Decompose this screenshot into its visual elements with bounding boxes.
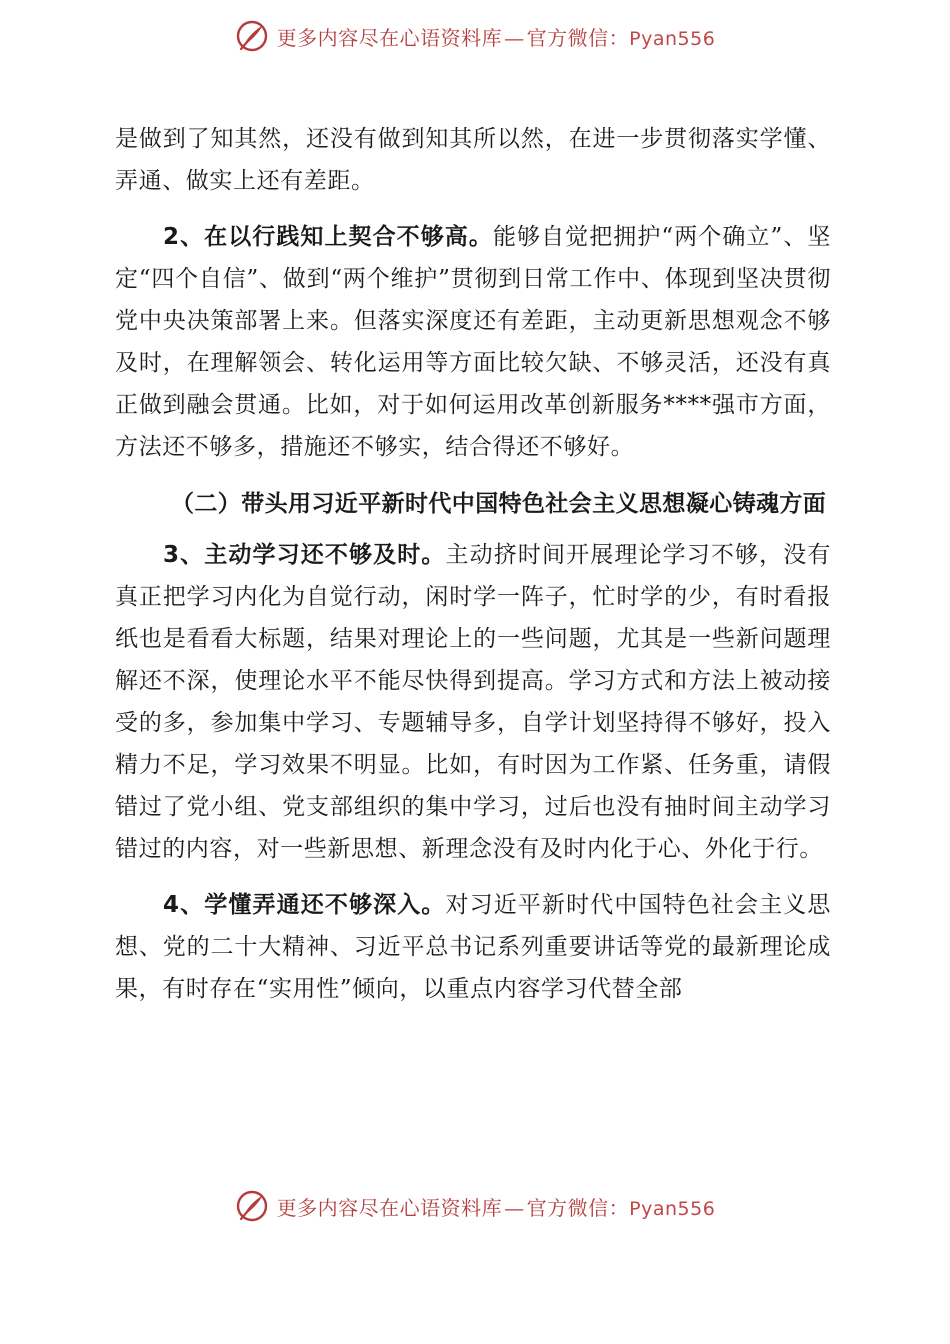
quill-logo-icon [235, 1189, 269, 1223]
watermark-main: 更多内容尽在心语资料库 [276, 25, 503, 50]
paragraph-item-2 [115, 216, 831, 468]
footer-watermark [0, 1186, 950, 1226]
paragraph-item-4 [115, 884, 831, 1010]
paragraph-text: 是做到了知其然，还没有做到知其所以然，在进一步贯彻落实学懂、弄通、做实上还有差距。 [115, 126, 831, 194]
paragraph-text: 能够自觉把拥护“两个确立”、坚定“四个自信”、做到“两个维护”贯彻到日常工作中、体现到坚决贯彻党中央决策部署上来。但落实深度还有差距，主动更新思想观念不够及时，在理解领会、转化运用等方面比较欠缺、不够灵活，还没有真正做到融会贯通。比如，对于如何运用改革创新服务****强市方面，方法还不够多，措施还不够实，结合得还不够好。 [115, 224, 831, 460]
paragraph-text: 对习近平新时代中国特色社会主义思想、党的二十大精神、习近平总书记系列重要讲话等党的最新理论成果，有时存在“实用性”倾向，以重点内容学习代替全部 [115, 892, 831, 1002]
item-heading: 2、在以行践知上契合不够高。 [163, 224, 493, 250]
watermark-text [277, 1192, 716, 1221]
watermark-wechat-id: Pyan556 [629, 1197, 716, 1220]
item-heading: 4、学懂弄通还不够深入。 [163, 892, 446, 918]
watermark-wechat-id: Pyan556 [629, 27, 716, 50]
watermark-separator: — [504, 1195, 525, 1220]
watermark-main: 更多内容尽在心语资料库 [276, 1195, 503, 1220]
header-watermark [0, 16, 950, 56]
watermark-label: 官方微信： [526, 1195, 630, 1220]
quill-logo-icon [235, 19, 269, 53]
watermark-separator: — [504, 25, 525, 50]
paragraph-continued [115, 118, 831, 202]
watermark-text [277, 22, 716, 51]
paragraph-item-3 [115, 534, 831, 870]
section-heading: （二）带头用习近平新时代中国特色社会主义思想凝心铸魂方面 [171, 491, 827, 517]
item-heading: 3、主动学习还不够及时。 [163, 542, 446, 568]
watermark-label: 官方微信： [526, 25, 630, 50]
document-body [115, 118, 831, 1024]
paragraph-text: 主动挤时间开展理论学习不够，没有真正把学习内化为自觉行动，闲时学一阵子，忙时学的少，有时看报纸也是看看大标题，结果对理论上的一些问题，尤其是一些新问题理解还不深，使理论水平不能尽快得到提高。学习方式和方法上被动接受的多，参加集中学习、专题辅导多，自学计划坚持得不够好，投入精力不足，学习效果不明显。比如，有时因为工作紧、任务重，请假错过了党小组、党支部组织的集中学习，过后也没有抽时间主动学习错过的内容，对一些新思想、新理念没有及时内化于心、外化于行。 [115, 542, 831, 862]
